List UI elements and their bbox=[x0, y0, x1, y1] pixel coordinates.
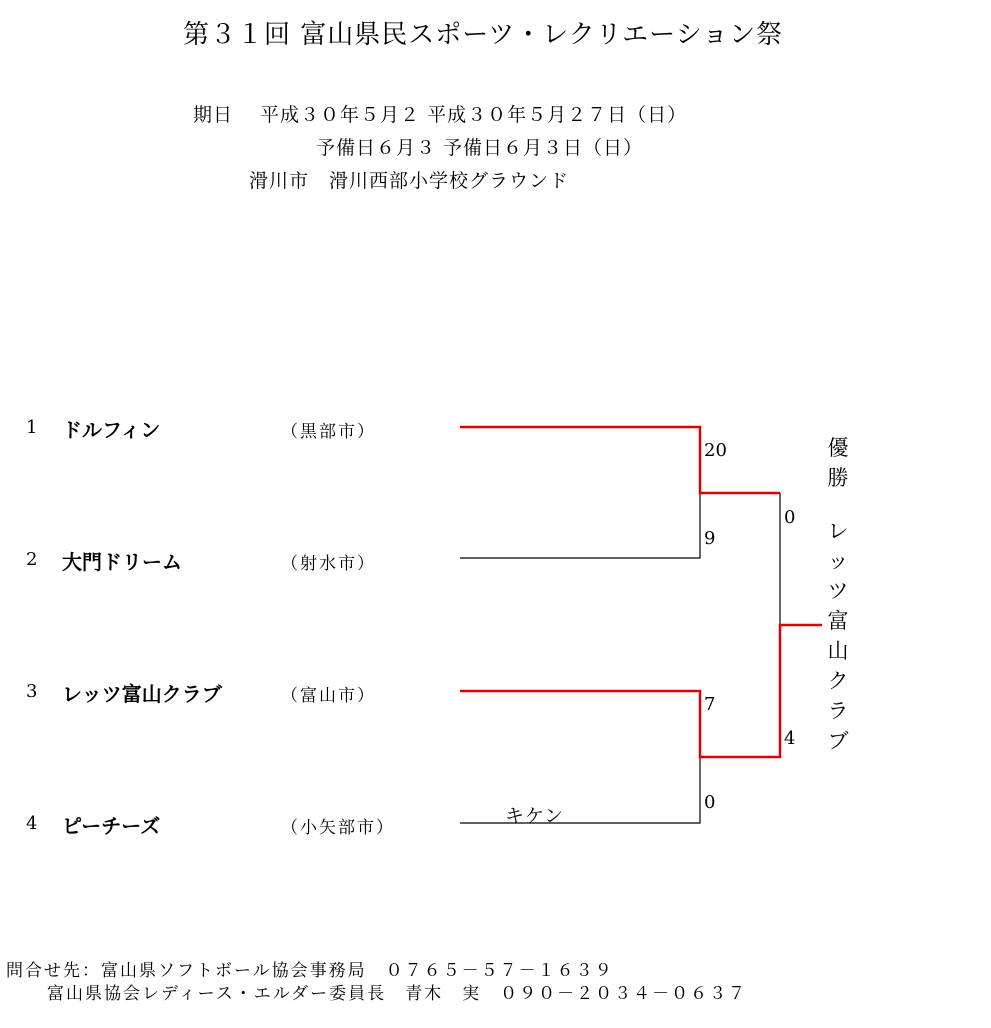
bracket-line-team-3 bbox=[460, 625, 822, 757]
venue-line: 滑川市 滑川西部小学校グラウンド bbox=[249, 170, 570, 192]
bracket-line-team-4 bbox=[460, 757, 700, 823]
team-1-city: （黒部市） bbox=[281, 422, 376, 442]
committee-line: 富山県協会レディース・エルダー委員長 青木 実 ０９０－２０３４－０６３７ bbox=[47, 984, 748, 1004]
champion-name: レッツ富山クラブ bbox=[827, 519, 849, 753]
page-title: 第３１回 富山県民スポーツ・レクリエーション祭 bbox=[183, 20, 784, 50]
team-3-name: レッツ富山クラブ bbox=[62, 682, 222, 706]
team-4-seed: 4 bbox=[26, 813, 38, 834]
score-final-bottom: 4 bbox=[784, 728, 796, 749]
forfeit-note: キケン bbox=[505, 805, 565, 827]
team-2-city: （射水市） bbox=[281, 554, 376, 574]
team-1-name: ドルフィン bbox=[62, 418, 161, 442]
team-2-name: 大門ドリーム bbox=[62, 550, 182, 574]
team-3-seed: 3 bbox=[26, 681, 38, 702]
team-2-seed: 2 bbox=[26, 549, 38, 570]
contact-line: 問合せ先：富山県ソフトボール協会事務局 ０７６５－５７－１６３９ bbox=[6, 961, 614, 981]
team-1-seed: 1 bbox=[26, 417, 38, 438]
champion-label: 優勝 bbox=[827, 436, 849, 490]
team-4-city: （小矢部市） bbox=[281, 818, 395, 838]
score-semi2-bottom: 0 bbox=[704, 792, 716, 813]
bracket-line-team-2 bbox=[460, 493, 700, 558]
score-semi1-bottom: 9 bbox=[704, 528, 716, 549]
date-line: 期日 平成３０年５月２ 平成３０年５月２７日（日） bbox=[193, 104, 688, 126]
score-semi2-top: 7 bbox=[704, 694, 716, 715]
score-semi1-top: 20 bbox=[704, 440, 727, 461]
team-4-name: ピーチーズ bbox=[62, 814, 161, 838]
bracket-line-team-1 bbox=[460, 427, 780, 493]
team-3-city: （富山市） bbox=[281, 686, 376, 706]
reserve-date-line: 予備日６月３ 予備日６月３日（日） bbox=[316, 137, 644, 159]
score-final-top: 0 bbox=[784, 507, 796, 528]
